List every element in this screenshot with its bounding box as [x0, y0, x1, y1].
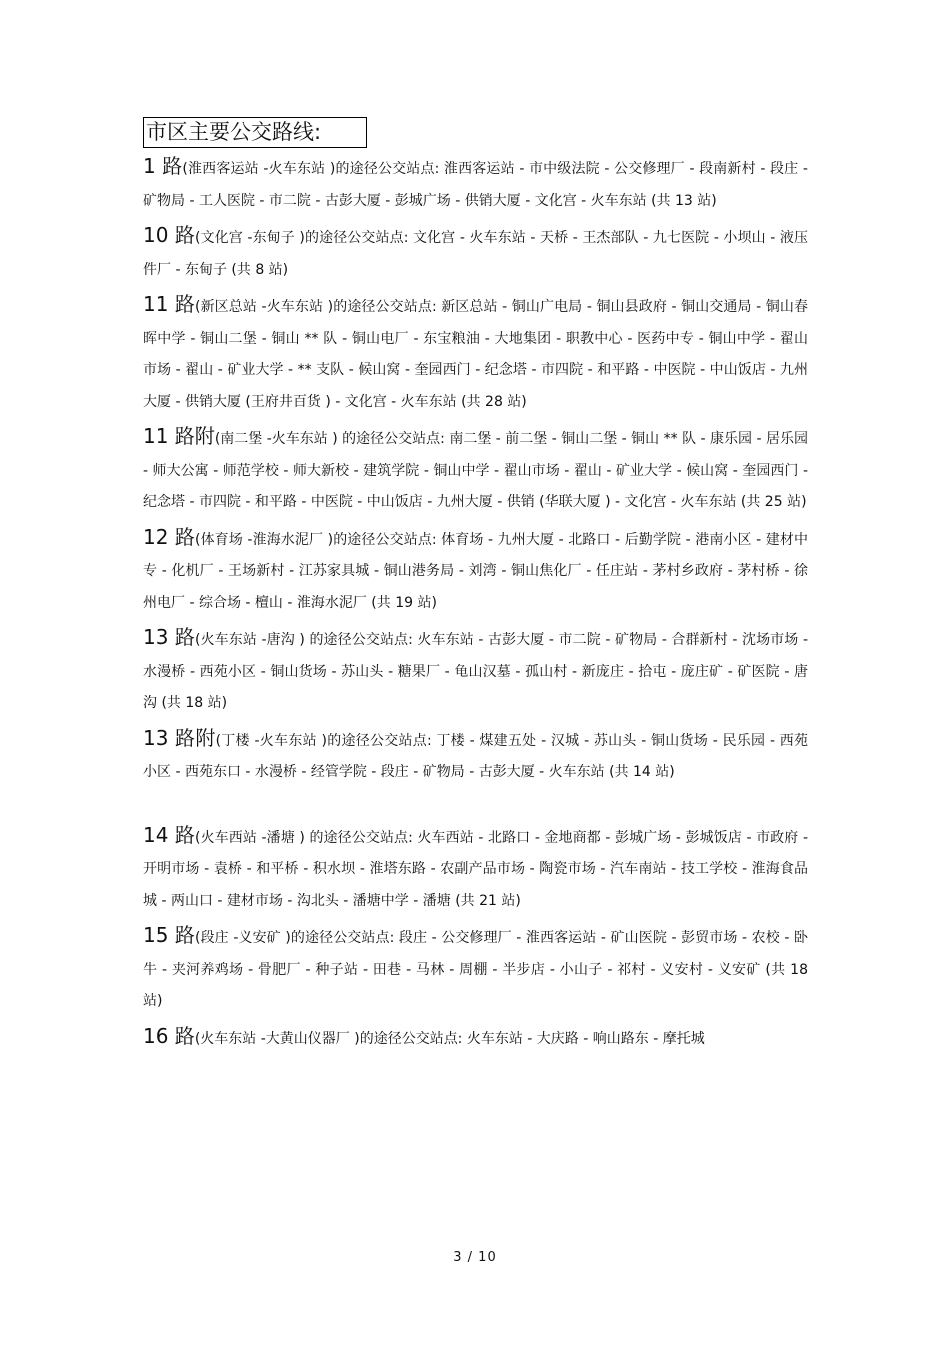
- route-13: [143, 622, 808, 720]
- route-stops: (淮西客运站 -火车东站 )的途径公交站点: 淮西客运站 - 市中级法院 - 公交修理厂 - 段南新村 - 段庄 - 矿物局 - 工人医院 - 市二院 - 古彭大厦 - 彭城广场 - 供销大厦 - 文化宫 - 火车东站 (共 13 站): [143, 161, 808, 209]
- route-stops: (火车东站 -大黄山仪器厂 )的途径公交站点: 火车东站 - 大庆路 - 响山路东 - 摩托城: [194, 1030, 705, 1047]
- route-stops: (体育场 -淮海水泥厂 )的途径公交站点: 体育场 - 九州大厦 - 北路口 - 后勤学院 - 港南小区 - 建材中专 - 化机厂 - 王场新村 - 江苏家具城 - 铜山港务局 - 刘湾 - 铜山焦化厂 - 任庄站 - 茅村乡政府 - 茅村桥 - 徐州电厂 - 综合场 - 檀山 - 淮海水泥厂 (共 19 站): [143, 531, 808, 611]
- route-stops: (火车东站 -唐沟 ) 的途径公交站点: 火车东站 - 古彭大厦 - 市二院 - 矿物局 - 合群新村 - 沈场市场 - 水漫桥 - 西苑小区 - 铜山货场 - 苏山头 - 糖果厂 - 龟山汉墓 - 孤山村 - 新庞庄 - 拾屯 - 庞庄矿 - 矿医院 - 唐沟 (共 18 站): [143, 632, 808, 711]
- route-16: [143, 1021, 808, 1056]
- route-13-fu: [143, 723, 808, 789]
- route-name: 15 路: [143, 923, 196, 947]
- route-name: 11 路: [143, 292, 196, 316]
- route-name: 1 路: [143, 154, 183, 178]
- route-stops: (火车西站 -潘塘 ) 的途径公交站点: 火车西站 - 北路口 - 金地商都 - 彭城广场 - 彭城饭店 - 市政府 - 开明市场 - 袁桥 - 和平桥 - 积水坝 - 淮塔东路 - 农副产品市场 - 陶瓷市场 - 汽车南站 - 技工学校 - 淮海食品城 - 两山口 - 建材市场 - 沟北头 - 潘塘中学 - 潘塘 (共 21 站): [143, 829, 808, 909]
- section-heading: 市区主要公交路线:: [143, 117, 367, 148]
- route-name: 13 路附: [143, 725, 216, 750]
- route-12: [143, 522, 808, 620]
- document-page: [143, 117, 808, 1055]
- route-stops: (段庄 -义安矿 )的途径公交站点: 段庄 - 公交修理厂 - 淮西客运站 - 矿山医院 - 彭贸市场 - 农校 - 卧牛 - 夹河养鸡场 - 骨肥厂 - 种子站 - 田巷 - 马林 - 周棚 - 半步店 - 小山子 - 祁村 - 义安村 - 义安矿 (共 18 站): [143, 930, 808, 1009]
- route-1: [143, 151, 808, 217]
- route-15: [143, 920, 808, 1018]
- route-name: 13 路: [143, 625, 196, 649]
- page-number: 3 / 10: [453, 1250, 497, 1265]
- route-name: 14 路: [143, 822, 196, 847]
- paragraph-gap: [143, 789, 808, 817]
- route-11: [143, 289, 808, 418]
- route-14: [143, 820, 808, 918]
- route-stops: (南二堡 -火车东站 ) 的途径公交站点: 南二堡 - 前二堡 - 铜山二堡 - 铜山 ** 队 - 康乐园 - 居乐园 - 师大公寓 - 师范学校 - 师大新校 - 建筑学院 - 铜山中学 - 翟山市场 - 翟山 - 矿业大学 - 候山窝 - 奎园西门 - 纪念塔 - 市四院 - 和平路 - 中医院 - 中山饭店 - 九州大厦 - 供销 (华联大厦 ) - 文化宫 - 火车东站 (共 25 站): [143, 431, 808, 510]
- route-name: 16 路: [143, 1023, 195, 1048]
- route-stops: (新区总站 -火车东站 )的途径公交站点: 新区总站 - 铜山广电局 - 铜山县政府 - 铜山交通局 - 铜山春晖中学 - 铜山二堡 - 铜山 ** 队 - 铜山电厂 - 东宝粮油 - 大地集团 - 职教中心 - 医药中专 - 铜山中学 - 翟山市场 - 翟山 - 矿业大学 - ** 支队 - 候山窝 - 奎园西门 - 纪念塔 - 市四院 - 和平路 - 中医院 - 中山饭店 - 九州大厦 - 供销大厦 (王府井百货 ) - 文化宫 - 火车东站 (共 28 站): [143, 299, 808, 410]
- route-stops: (文化宫 -东甸子 )的途径公交站点: 文化宫 - 火车东站 - 天桥 - 王杰部队 - 九七医院 - 小坝山 - 液压件厂 - 东甸子 (共 8 站): [143, 230, 808, 278]
- route-name: 10 路: [143, 223, 196, 247]
- route-name: 11 路附: [143, 424, 215, 448]
- route-stops: (丁楼 -火车东站 )的途径公交站点: 丁楼 - 煤建五处 - 汉城 - 苏山头 - 铜山货场 - 民乐园 - 西苑小区 - 西苑东口 - 水漫桥 - 经管学院 - 段庄 - 矿物局 - 古彭大厦 - 火车东站 (共 14 站): [143, 732, 808, 780]
- route-11-fu: [143, 421, 808, 519]
- route-name: 12 路: [143, 524, 196, 549]
- route-10: [143, 220, 808, 286]
